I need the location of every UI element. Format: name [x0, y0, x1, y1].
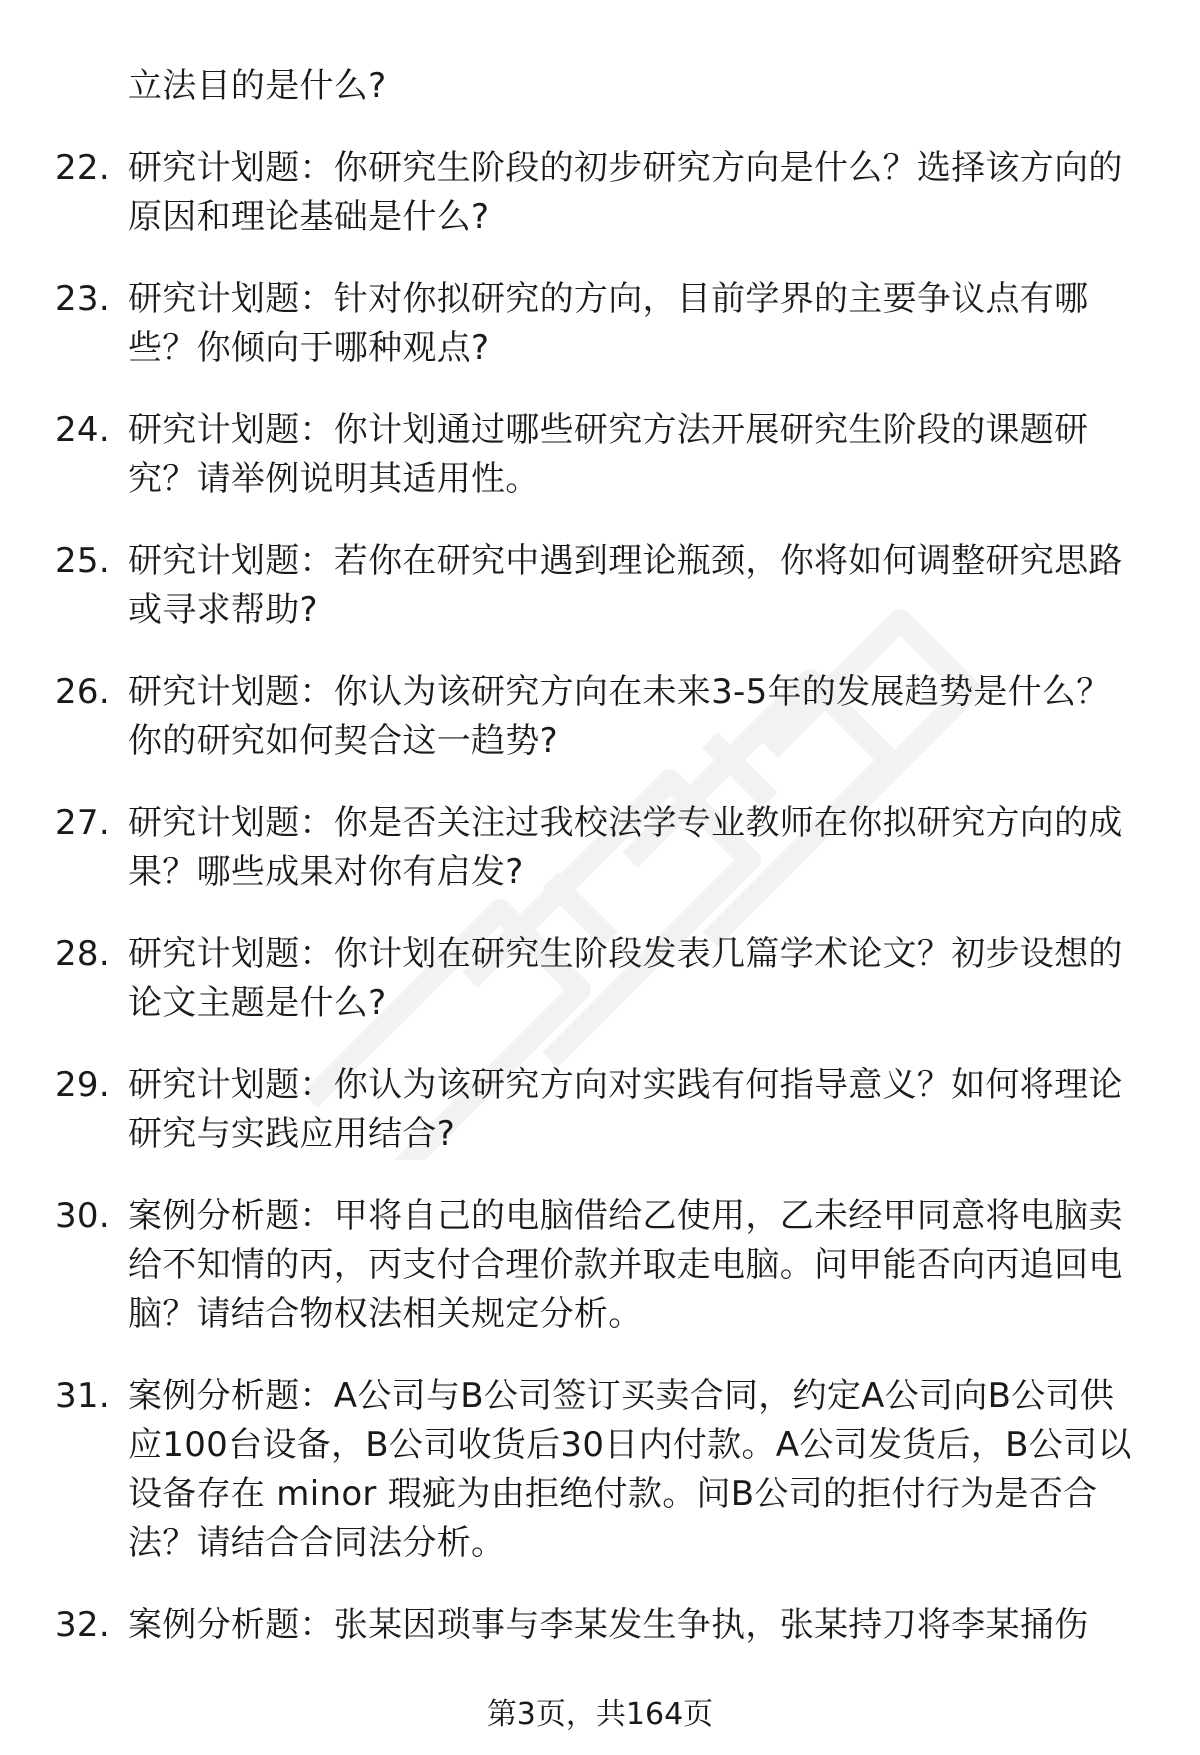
- question-text: 研究计划题：你认为该研究方向对实践有何指导意义？如何将理论研究与实践应用结合?: [128, 1065, 1123, 1154]
- question-number: 29.: [55, 1065, 110, 1105]
- question-number: 28.: [55, 934, 110, 974]
- question-number: 25.: [55, 541, 110, 581]
- question-text: 案例分析题：A公司与B公司签订买卖合同，约定A公司向B公司供应100台设备，B公司收货后30日内付款。A公司发货后，B公司以设备存在 minor 瑕疵为由拒绝付款。问B公司的拒付行为是否合法？请结合合同法分析。: [128, 1376, 1132, 1563]
- question-item: [55, 1372, 1140, 1568]
- question-item: [55, 1061, 1140, 1159]
- question-text: 研究计划题：针对你拟研究的方向，目前学界的主要争议点有哪些？你倾向于哪种观点?: [128, 279, 1089, 368]
- question-item: [55, 799, 1140, 897]
- question-list: [55, 62, 1140, 1683]
- question-number: 30.: [55, 1196, 110, 1236]
- question-text: 案例分析题：甲将自己的电脑借给乙使用，乙未经甲同意将电脑卖给不知情的丙，丙支付合理价款并取走电脑。问甲能否向丙追回电脑？请结合物权法相关规定分析。: [128, 1196, 1123, 1334]
- question-text: 案例分析题：张某因琐事与李某发生争执，张某持刀将李某捅伤: [128, 1605, 1089, 1645]
- question-item: [55, 1192, 1140, 1339]
- question-text: 研究计划题：你认为该研究方向在未来3-5年的发展趋势是什么？你的研究如何契合这一趋势?: [128, 672, 1111, 761]
- question-number: 24.: [55, 410, 110, 450]
- question-text: 研究计划题：你是否关注过我校法学专业教师在你拟研究方向的成果？哪些成果对你有启发?: [128, 803, 1123, 892]
- continuation-line: [55, 62, 1140, 111]
- question-text: 研究计划题：你研究生阶段的初步研究方向是什么？选择该方向的原因和理论基础是什么?: [128, 148, 1123, 237]
- question-item: [55, 1601, 1140, 1650]
- question-text: 研究计划题：你计划通过哪些研究方法开展研究生阶段的课题研究？请举例说明其适用性。: [128, 410, 1089, 499]
- question-text: 研究计划题：你计划在研究生阶段发表几篇学术论文？初步设想的论文主题是什么?: [128, 934, 1123, 1023]
- question-item: [55, 668, 1140, 766]
- question-item: [55, 537, 1140, 635]
- question-number: 31.: [55, 1376, 110, 1416]
- question-item: [55, 144, 1140, 242]
- question-item: [55, 406, 1140, 504]
- question-number: 27.: [55, 803, 110, 843]
- continuation-text: 立法目的是什么?: [128, 66, 387, 106]
- question-item: [55, 275, 1140, 373]
- question-number: 32.: [55, 1605, 110, 1645]
- question-number: 26.: [55, 672, 110, 712]
- page-number-footer: 第3页，共164页: [486, 1697, 714, 1732]
- question-number: 22.: [55, 148, 110, 188]
- question-item: [55, 930, 1140, 1028]
- question-text: 研究计划题：若你在研究中遇到理论瓶颈，你将如何调整研究思路或寻求帮助?: [128, 541, 1123, 630]
- question-number: 23.: [55, 279, 110, 319]
